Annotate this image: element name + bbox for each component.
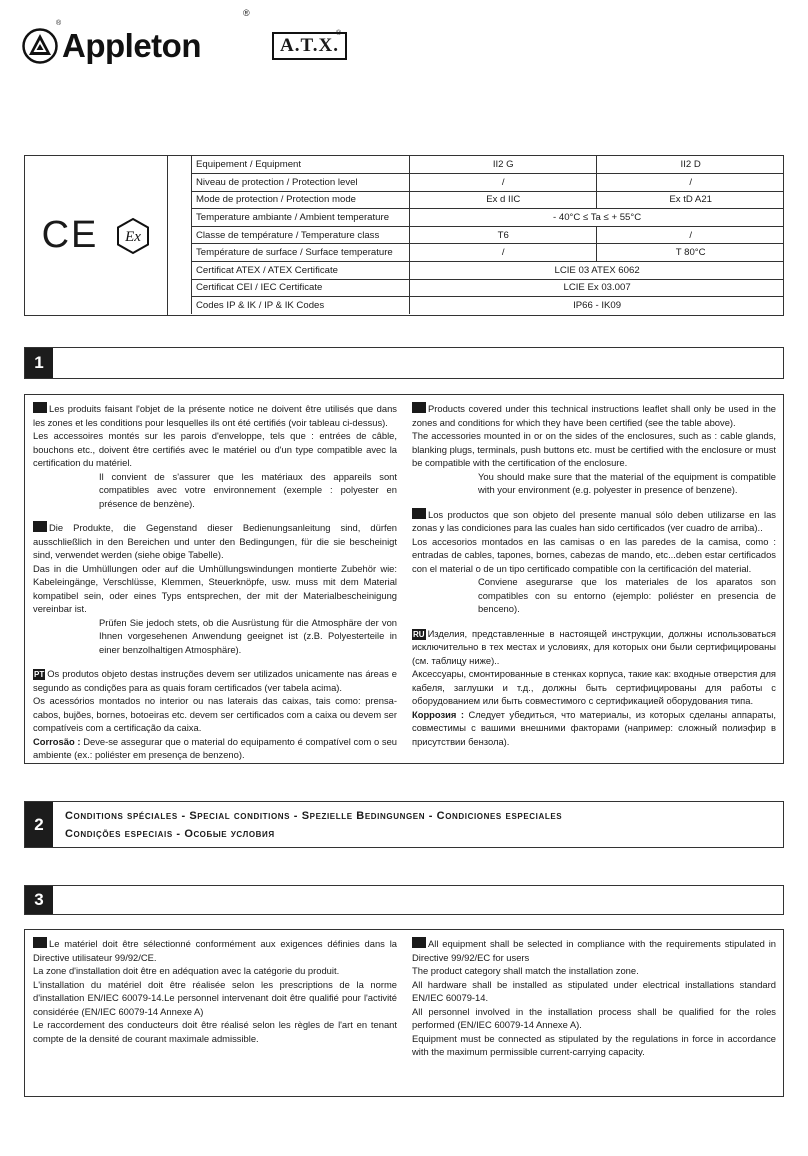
paragraph: L'installation du matériel doit être réalisée selon les prescriptions de la norme d'installation EN/IEC 60079-14.Le personnel intervenant doit être qualifié pour l'activité considérée (EN/IEC 60079-14 Annexe A) (33, 978, 397, 1017)
section-title (53, 886, 77, 914)
section-number: 3 (25, 886, 53, 914)
paragraph: Le matériel doit être sélectionné conformément aux exigences définies dans la Directive utilisateur 99/92/CE. (33, 938, 397, 963)
table-row (192, 297, 785, 315)
section-3-header (24, 885, 784, 915)
paragraph: La zone d'installation doit être en adéquation avec la catégorie du produit. (33, 965, 340, 976)
text-block-en (412, 402, 776, 497)
lang-marker-icon (412, 508, 426, 519)
table-row (192, 209, 785, 227)
lang-marker-icon (33, 937, 47, 948)
cell-value: IP66 - IK09 (410, 297, 784, 315)
cell-label: Equipement / Equipment (192, 156, 410, 174)
section-1-body (24, 394, 784, 764)
text-block-de (33, 521, 397, 656)
paragraph: The product category shall match the installation zone. (412, 965, 639, 976)
cell-value: II2 D (597, 156, 784, 174)
cell-value: T6 (410, 226, 597, 244)
section-2-header (24, 801, 784, 848)
text-block-pt (33, 667, 397, 762)
section-title (53, 802, 574, 847)
table-row (192, 156, 785, 174)
cell-label: Niveau de protection / Protection level (192, 174, 410, 192)
cell-label: Certificat ATEX / ATEX Certificate (192, 262, 410, 280)
left-column (33, 402, 397, 773)
ex-hexagon-icon (116, 217, 150, 255)
text-block-es (412, 508, 776, 616)
right-column (412, 937, 776, 1070)
mark-registered: ® (56, 20, 62, 27)
paragraph: Die Produkte, die Gegenstand dieser Bedienungsanleitung sind, dürfen ausschließlich in den Bereichen und unter den Bedingungen, für die sie bescheinigt sind, verwendet werden (siehe obige Tabelle). (33, 522, 397, 560)
paragraph-label: Corrosão : (33, 735, 81, 747)
paragraph: Das in die Umhüllungen oder auf die Umhüllungswindungen montierte Zubehör wie: Kabeleingänge, Verschlüsse, Klemmen, Steuerknöpfe, usw. muss mit dem Material kompatibel sein, oder eines Typs entsprechen, der mit der Materialbescheinigung vereinbar ist. (33, 562, 397, 614)
paragraph: Os acessórios montados no interior ou nas laterais das caixas, tais como: prensa-cabos, bujões, bornes, botoeiras etc. devem ser certificados com a caixa ou devem ser compatíveis com a certificação da caixa. (33, 695, 397, 733)
paragraph: Prüfen Sie jedoch stets, ob die Ausrüstung für die Atmosphäre der von Ihnen vorgesehenen Anwendung geeignet ist (z.B. Polyesterteile in einer benzolhaltigen Atmosphäre). (99, 616, 397, 655)
ex-mark-text: Ex (125, 228, 142, 245)
cell-value: LCIE 03 ATEX 6062 (410, 262, 784, 280)
cert-rows (191, 156, 784, 314)
certification-marks (25, 156, 168, 315)
paragraph: All equipment shall be selected in compliance with the requirements stipulated in Directive 99/92/EC for users (412, 938, 776, 963)
paragraph: Equipment must be connected as stipulated by the regulations in force in accordance with the maximum permissible current-carrying capacity. (412, 1032, 776, 1057)
appleton-triangle-icon (22, 28, 58, 64)
text-block-ru (412, 627, 776, 749)
table-row (192, 262, 785, 280)
paragraph: Аксессуары, смонтированные в стенках корпуса, такие как: входные отверстия для кабеля, заглушки и т.д., должны быть сертифицированы для работы с оборудованием или быть совместимого с сертификацией оборудования типа. (412, 668, 776, 706)
paragraph: Le raccordement des conducteurs doit être réalisé selon les règles de l'art en tenant compte de la densité de courant maximale admissible. (33, 1019, 397, 1044)
cell-value: / (597, 226, 784, 244)
lang-marker-icon (33, 521, 47, 532)
cell-value: - 40°C ≤ Ta ≤ + 55°C (410, 209, 784, 227)
section-3-body (24, 929, 784, 1097)
section-number: 2 (25, 802, 53, 847)
brand-name: Appleton (62, 27, 201, 64)
text-block-fr (33, 937, 397, 1045)
table-row (192, 244, 785, 262)
section-title (53, 348, 77, 378)
table-row (192, 279, 785, 297)
section-title-line: Conditions spéciales - Special conditions - Spezielle Bedingungen - Condiciones especiales (65, 810, 563, 822)
ce-mark: CE (41, 214, 99, 256)
cell-value: / (597, 174, 784, 192)
cell-value: / (410, 174, 597, 192)
cell-label: Température de surface / Surface temperature (192, 244, 410, 262)
paragraph: All hardware shall be installed as stipulated under electrical installations standard EN/IEC 60079-14. (412, 978, 776, 1003)
paragraph: Products covered under this technical instructions leaflet shall only be used in the zones and conditions for which they have been certified (see the table above). (412, 403, 776, 428)
table-row (192, 174, 785, 192)
paragraph: Deve-se assegurar que o material do equipamento é compatível com o seu ambiente (ex.: poliéster em presença de benzeno). (33, 735, 398, 760)
lang-flag-ru: RU (413, 629, 425, 639)
cell-label: Classe de température / Temperature class (192, 226, 410, 244)
atx-logo: A.T.X. (272, 32, 347, 60)
paragraph: Изделия, представленные в настоящей инструкции, должны использоваться исключительно в тех местах и условиях, для которых они были сертифицированы (см. таблицу ниже).. (412, 627, 776, 666)
paragraph: Следует убедиться, что материалы, из которых сделаны аппараты, совместимы с вашими внешними факторами (например: сложный полиэфир в присутствии бензола). (412, 708, 776, 747)
cell-value: / (410, 244, 597, 262)
cell-value: Ex d IIC (410, 191, 597, 209)
table-row (192, 191, 785, 209)
paragraph: All personnel involved in the installation process shall be qualified for the roles performed (EN/IEC 60079-14 Annexe A). (412, 1005, 776, 1030)
paragraph-label: Коррозия : (412, 708, 464, 720)
lang-flag-pt: PT (34, 670, 45, 679)
cell-value: LCIE Ex 03.007 (410, 279, 784, 297)
atx-registered: ® (336, 30, 342, 37)
lang-marker-icon (33, 402, 47, 413)
left-column (33, 937, 397, 1056)
cell-value: T 80°C (597, 244, 784, 262)
paragraph: Les produits faisant l'objet de la présente notice ne doivent être utilisés que dans les zones et les conditions pour lesquelles ils ont été certifiés (voir tableau ci-dessus). (33, 403, 397, 428)
cell-label: Mode de protection / Protection mode (192, 191, 410, 209)
section-1-header (24, 347, 784, 379)
cell-label: Codes IP & IK / IP & IK Codes (192, 297, 410, 315)
appleton-logo (22, 22, 201, 70)
section-title-line: Condições especiais - Особые условия (65, 828, 275, 840)
right-column (412, 402, 776, 759)
paragraph: You should make sure that the material of the equipment is compatible with your environment (e.g. polyester in presence of benzene). (478, 470, 776, 495)
cell-label: Certificat CEI / IEC Certificate (192, 279, 410, 297)
paragraph: Los productos que son objeto del presente manual sólo deben utilizarse en las zonas y las condiciones para las cuales han sido certificados (ver cuadro de arriba).. (412, 508, 776, 533)
paragraph: The accessories mounted in or on the sides of the enclosures, such as : cable glands, blanking plugs, terminals, push buttons etc. must be certified with the enclosure or must be compatible with the certification of the enclosure. (412, 430, 776, 468)
paragraph: Conviene asegurarse que los materiales de los aparatos son compatibles con su entorno (ejemplo: poliéster en presencia de benceno). (478, 576, 776, 614)
cell-value: Ex tD A21 (597, 191, 784, 209)
table-row (192, 226, 785, 244)
brand-registered: ® (243, 8, 250, 18)
lang-marker-icon (412, 937, 426, 948)
certification-table (24, 155, 784, 316)
paragraph: Les accessoires montés sur les parois d'enveloppe, tels que : entrées de câble, bouchons etc., doivent être certifiés avec le matériel ou d'un type compatible avec la certification du matériel. (33, 430, 397, 468)
lang-marker-icon (412, 402, 426, 413)
cell-label: Temperature ambiante / Ambient temperature (192, 209, 410, 227)
paragraph: Os produtos objeto destas instruções devem ser utilizados unicamente nas áreas e segundo as condições para as quais foram certificados (ver tabela acima). (33, 668, 397, 693)
text-block-fr (33, 402, 397, 510)
paragraph: Il convient de s'assurer que les matériaux des appareils sont compatibles avec votre environnement (exemple : polyester en présence de benzène). (99, 470, 397, 509)
text-block-en (412, 937, 776, 1059)
section-number: 1 (25, 348, 53, 378)
paragraph: Los accesorios montados en las camisas o en las paredes de la camisa, como : entradas de cables, tapones, bornes, cabezas de mando, etc...deben estar certificados con el material o de un tipo certificado compatible con la certificación del material. (412, 535, 776, 574)
cell-value: II2 G (410, 156, 597, 174)
